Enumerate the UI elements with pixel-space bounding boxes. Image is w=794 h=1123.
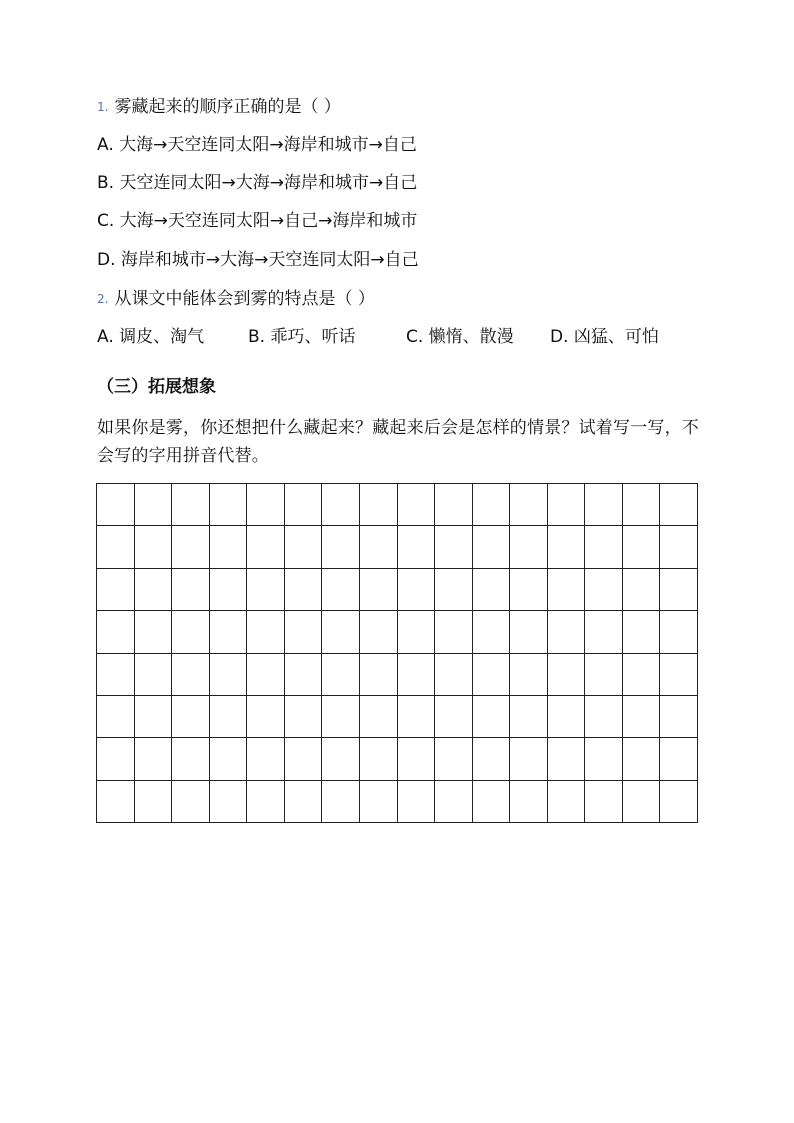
grid-cell[interactable] [322,484,360,526]
grid-cell[interactable] [435,696,473,738]
grid-cell[interactable] [285,654,323,696]
grid-cell[interactable] [247,526,285,568]
grid-cell[interactable] [510,611,548,653]
grid-cell[interactable] [135,781,173,823]
grid-cell[interactable] [510,484,548,526]
grid-cell[interactable] [435,611,473,653]
grid-cell[interactable] [247,781,285,823]
grid-cell[interactable] [398,484,436,526]
grid-cell[interactable] [322,654,360,696]
grid-cell[interactable] [322,569,360,611]
grid-cell[interactable] [510,526,548,568]
grid-cell[interactable] [210,738,248,780]
q2-option-c: C. 懒惰、散漫 [406,327,514,347]
grid-cell[interactable] [97,696,135,738]
grid-cell[interactable] [285,526,323,568]
grid-cell[interactable] [285,738,323,780]
grid-cell[interactable] [473,611,511,653]
grid-cell[interactable] [360,738,398,780]
grid-cell[interactable] [623,781,661,823]
grid-cell[interactable] [285,696,323,738]
grid-cell[interactable] [172,696,210,738]
grid-cell[interactable] [97,484,135,526]
grid-cell[interactable] [135,526,173,568]
grid-cell[interactable] [510,738,548,780]
grid-cell[interactable] [660,569,698,611]
grid-cell[interactable] [473,696,511,738]
grid-cell[interactable] [510,569,548,611]
grid-cell[interactable] [585,526,623,568]
grid-cell[interactable] [660,484,698,526]
grid-cell[interactable] [247,569,285,611]
writing-grid[interactable] [96,483,698,823]
grid-cell[interactable] [247,654,285,696]
q1-option-d: D. 海岸和城市→大海→天空连同太阳→自己 [97,250,419,270]
grid-cell[interactable] [322,611,360,653]
question-number: 2. [97,292,109,306]
grid-cell[interactable] [623,654,661,696]
grid-cell[interactable] [97,738,135,780]
grid-cell[interactable] [548,781,586,823]
grid-cell[interactable] [585,654,623,696]
grid-cell[interactable] [473,526,511,568]
grid-cell[interactable] [473,654,511,696]
grid-cell[interactable] [210,654,248,696]
grid-cell[interactable] [360,654,398,696]
q2-option-b: B. 乖巧、听话 [248,327,356,347]
grid-cell[interactable] [623,526,661,568]
question-1 [97,96,341,119]
grid-cell[interactable] [210,611,248,653]
q2-option-d: D. 凶猛、可怕 [550,327,659,347]
grid-cell[interactable] [172,781,210,823]
grid-cell[interactable] [322,696,360,738]
grid-cell[interactable] [172,654,210,696]
grid-cell[interactable] [548,654,586,696]
grid-cell[interactable] [585,781,623,823]
grid-cell[interactable] [398,611,436,653]
grid-cell[interactable] [135,738,173,780]
grid-cell[interactable] [398,738,436,780]
q1-option-a: A. 大海→天空连同太阳→海岸和城市→自己 [97,135,417,155]
grid-cell[interactable] [510,781,548,823]
grid-cell[interactable] [285,569,323,611]
grid-cell[interactable] [360,781,398,823]
grid-cell[interactable] [97,781,135,823]
grid-cell[interactable] [510,696,548,738]
grid-cell[interactable] [473,569,511,611]
grid-cell[interactable] [585,611,623,653]
grid-cell[interactable] [548,696,586,738]
question-text: 雾藏起来的顺序正确的是（ ） [114,97,341,117]
grid-cell[interactable] [623,569,661,611]
grid-cell[interactable] [473,738,511,780]
grid-cell[interactable] [285,781,323,823]
grid-cell[interactable] [322,781,360,823]
grid-cell[interactable] [322,738,360,780]
question-2 [97,288,375,311]
grid-cell[interactable] [172,526,210,568]
grid-cell[interactable] [360,611,398,653]
grid-cell[interactable] [660,781,698,823]
grid-cell[interactable] [247,696,285,738]
grid-cell[interactable] [548,611,586,653]
grid-cell[interactable] [247,484,285,526]
grid-cell[interactable] [473,484,511,526]
grid-cell[interactable] [435,526,473,568]
grid-cell[interactable] [623,738,661,780]
grid-cell[interactable] [360,569,398,611]
grid-cell[interactable] [660,526,698,568]
section-title: （三）拓展想象 [97,377,216,397]
grid-cell[interactable] [97,569,135,611]
grid-cell[interactable] [135,654,173,696]
grid-cell[interactable] [135,611,173,653]
grid-cell[interactable] [585,569,623,611]
q2-options-row [97,326,697,348]
grid-cell[interactable] [360,484,398,526]
grid-cell[interactable] [585,696,623,738]
grid-cell[interactable] [135,696,173,738]
grid-cell[interactable] [623,484,661,526]
grid-cell[interactable] [398,696,436,738]
grid-cell[interactable] [435,654,473,696]
grid-cell[interactable] [435,738,473,780]
grid-cell[interactable] [172,484,210,526]
question-number: 1. [97,100,109,114]
grid-cell[interactable] [623,611,661,653]
grid-cell[interactable] [435,781,473,823]
grid-cell[interactable] [172,738,210,780]
grid-cell[interactable] [548,526,586,568]
grid-cell[interactable] [360,696,398,738]
grid-cell[interactable] [398,526,436,568]
grid-cell[interactable] [585,484,623,526]
grid-cell[interactable] [247,611,285,653]
grid-cell[interactable] [210,484,248,526]
grid-cell[interactable] [97,654,135,696]
grid-cell[interactable] [322,526,360,568]
grid-cell[interactable] [585,738,623,780]
question-text: 从课文中能体会到雾的特点是（ ） [114,289,375,309]
grid-cell[interactable] [660,654,698,696]
grid-cell[interactable] [210,526,248,568]
grid-cell[interactable] [210,569,248,611]
grid-cell[interactable] [97,611,135,653]
grid-cell[interactable] [398,654,436,696]
grid-cell[interactable] [548,738,586,780]
grid-cell[interactable] [285,484,323,526]
grid-cell[interactable] [398,781,436,823]
grid-cell[interactable] [285,611,323,653]
q1-option-c: C. 大海→天空连同太阳→自己→海岸和城市 [97,211,418,231]
grid-cell[interactable] [435,484,473,526]
grid-cell[interactable] [548,569,586,611]
grid-cell[interactable] [360,526,398,568]
grid-cell[interactable] [135,484,173,526]
grid-cell[interactable] [660,611,698,653]
grid-cell[interactable] [210,781,248,823]
grid-cell[interactable] [172,611,210,653]
grid-cell[interactable] [398,569,436,611]
grid-cell[interactable] [210,696,248,738]
grid-cell[interactable] [435,569,473,611]
q2-option-a: A. 调皮、淘气 [97,327,205,347]
grid-cell[interactable] [473,781,511,823]
grid-cell[interactable] [660,738,698,780]
grid-cell[interactable] [548,484,586,526]
grid-cell[interactable] [660,696,698,738]
q1-option-b: B. 天空连同太阳→大海→海岸和城市→自己 [97,173,418,193]
grid-cell[interactable] [172,569,210,611]
grid-cell[interactable] [623,696,661,738]
grid-cell[interactable] [135,569,173,611]
grid-cell[interactable] [510,654,548,696]
grid-cell[interactable] [247,738,285,780]
grid-cell[interactable] [97,526,135,568]
section-prompt: 如果你是雾，你还想把什么藏起来？藏起来后会是怎样的情景？试着写一写，不会写的字用拼音代替。 [97,418,699,466]
